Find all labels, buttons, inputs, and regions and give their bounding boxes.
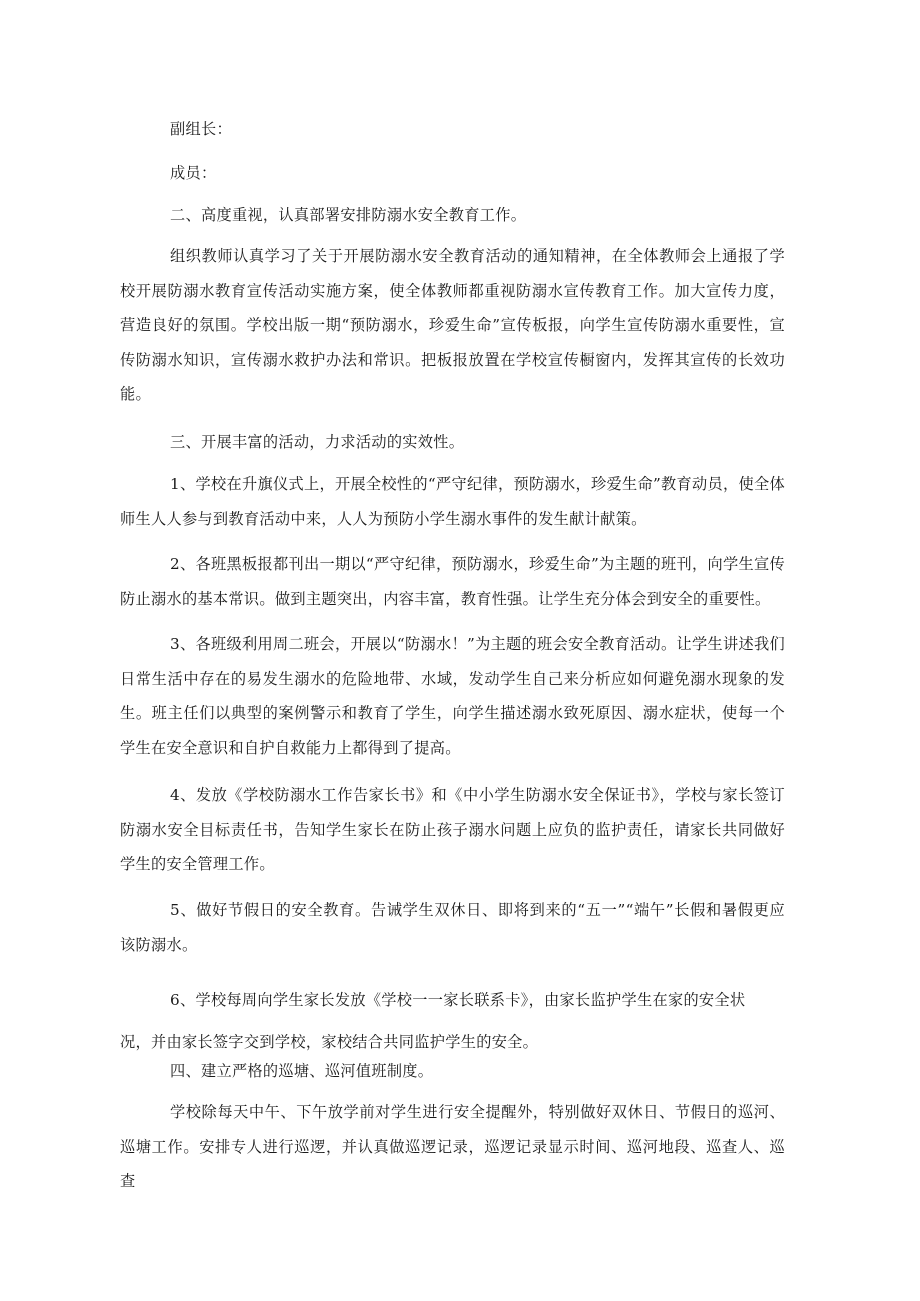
paragraph-members: 成员：: [170, 164, 217, 182]
section-heading-2: 二、高度重视，认真部署安排防溺水安全教育工作。: [170, 206, 527, 224]
section-heading-4: 四、建立严格的巡塘、巡河值班制度。: [170, 1062, 434, 1080]
paragraph-item-6-continued: 况，并由家长签字交到学校，家校结合共同监护学生的安全。: [120, 1033, 539, 1051]
paragraph-item-6: 6、学校每周向学生家长发放《学校一一家长联系卡》，由家长监护学生在家的安全状: [170, 991, 746, 1009]
paragraph-item-3: 3、各班级利用周二班会，开展以“防溺水！”为主题的班会安全教育活动。让学生讲述我们日常生活中存在的易发生溺水的危险地带、水域，发动学生自己来分析应如何避免溺水现象的发生。班主任们以典型的案例警示和教育了学生，向学生描述溺水致死原因、溺水症状，使每一个学生在安全意识和自护自救能力上都得到了提高。: [120, 635, 785, 757]
paragraph-teacher-study: 组织教师认真学习了关于开展防溺水安全教育活动的通知精神，在全体教师会上通报了学校开展防溺水教育宣传活动实施方案，使全体教师都重视防溺水宣传教育工作。加大宣传力度，营造良好的氛围。学校出版一期“预防溺水，珍爱生命”宣传板报，向学生宣传防溺水重要性，宣传防溺水知识，宣传溺水救护办法和常识。把板报放置在学校宣传橱窗内，发挥其宣传的长效功能。: [120, 247, 785, 403]
section-heading-3: 三、开展丰富的活动，力求活动的实效性。: [170, 433, 465, 451]
paragraph-patrol: 学校除每天中午、下午放学前对学生进行安全提醒外，特别做好双休日、节假日的巡河、巡塘工作。安排专人进行巡逻，并认真做巡逻记录，巡逻记录显示时间、巡河地段、巡查人、巡查: [120, 1103, 785, 1190]
paragraph-item-2: 2、各班黑板报都刊出一期以“严守纪律，预防溺水，珍爱生命”为主题的班刊，向学生宣传防止溺水的基本常识。做到主题突出，内容丰富，教育性强。让学生充分体会到安全的重要性。: [120, 555, 785, 608]
paragraph-item-4: 4、发放《学校防溺水工作告家长书》和《中小学生防溺水安全保证书》，学校与家长签订防溺水安全目标责任书，告知学生家长在防止孩子溺水问题上应负的监护责任，请家长共同做好学生的安全管理工作。: [120, 786, 785, 873]
paragraph-item-1: 1、学校在升旗仪式上，开展全校性的“严守纪律，预防溺水，珍爱生命”教育动员，使全体师生人人参与到教育活动中来，人人为预防小学生溺水事件的发生献计献策。: [120, 475, 785, 528]
paragraph-deputy-leader: 副组长：: [170, 120, 232, 138]
paragraph-item-5: 5、做好节假日的安全教育。告诫学生双休日、即将到来的“五一”“端午”长假和暑假更应该防溺水。: [120, 901, 785, 954]
